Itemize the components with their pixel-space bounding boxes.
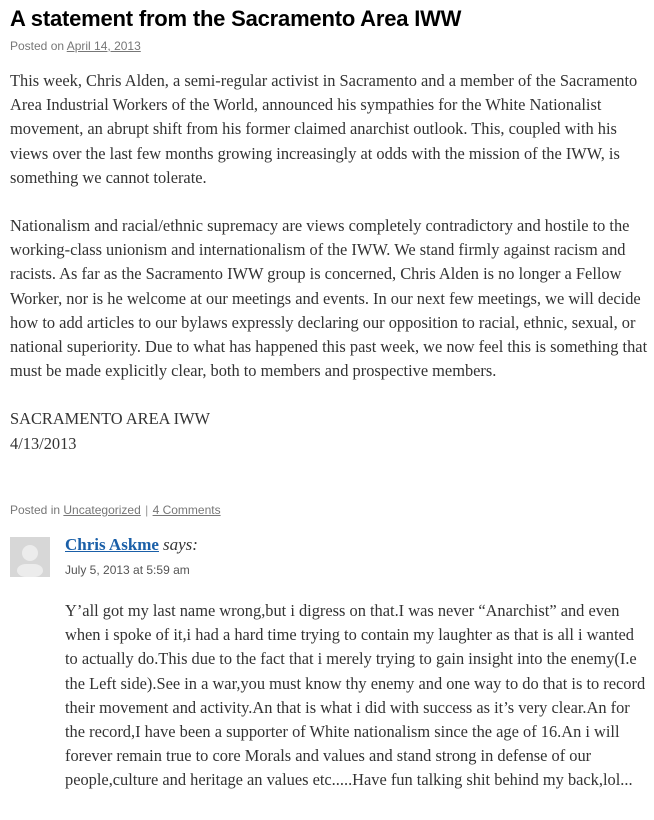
post-footer xyxy=(10,503,221,517)
default-avatar-icon xyxy=(10,537,50,577)
posted-in-label: Posted in xyxy=(10,503,64,517)
post-signature-date: 4/13/2013 xyxy=(10,433,77,453)
posted-on-label: Posted on xyxy=(10,39,67,53)
post-signature-org: SACRAMENTO AREA IWW xyxy=(10,409,211,429)
says-label: says: xyxy=(162,535,198,554)
category-link[interactable]: Uncategorized xyxy=(63,503,141,517)
comment-author xyxy=(65,535,198,555)
avatar xyxy=(10,537,50,577)
footer-separator: | xyxy=(145,503,149,517)
comment-author-link[interactable]: Chris Askme xyxy=(65,535,159,554)
comment-body: Y’all got my last name wrong,but i digress on that.I was never “Anarchist” and even when i spoke of it,i had a hard time trying to contain my laughter as that is all i wanted to actually do.This due to the fact that i merely trying to gain insight into the enemy(I.e the Left side).See in a war,you must know thy enemy and one way to do that is to record their movement and activity.An that is what i did with success as it’s very clear.An for the record,I have been a supporter of White nationalism since the age of 16.An i will forever remain true to core Morals and values and stand strong in defense of our people,culture and heritage an values etc.....Have fun talking shit behind my back,lol... xyxy=(65,601,646,790)
post-paragraph: Nationalism and racial/ethnic supremacy are views completely contradictory and hostile to the working-class unionism and internationalism of the IWW. We stand firmly against racism and racists. As far as the Sacramento IWW group is concerned, Chris Alden is no longer a Fellow Worker, nor is he welcome at our meetings and events. In our next few meetings, we will decide how to add articles to our bylaws expressly declaring our opposition to racial, ethnic, sexual, or national superiority. Due to what has happened this past week, we now feel this is something that must be made explicitly clear, both to members and prospective members. xyxy=(10,216,648,381)
post-paragraph: This week, Chris Alden, a semi-regular activist in Sacramento and a member of the Sacramento Area Industrial Workers of the World, announced his sympathies for the White Nationalist movement, an abrupt shift from his former claimed anarchist outlook. This, coupled with his views over the last few months growing increasingly at odds with the mission of the IWW, is something we cannot tolerate. xyxy=(10,71,638,187)
post-content xyxy=(10,69,650,456)
post-date-link[interactable]: April 14, 2013 xyxy=(66,39,141,53)
post-meta xyxy=(10,39,141,53)
post-title: A statement from the Sacramento Area IWW xyxy=(10,6,462,31)
comment-date: July 5, 2013 at 5:59 am xyxy=(65,563,190,577)
comments-link[interactable]: 4 Comments xyxy=(152,503,221,517)
